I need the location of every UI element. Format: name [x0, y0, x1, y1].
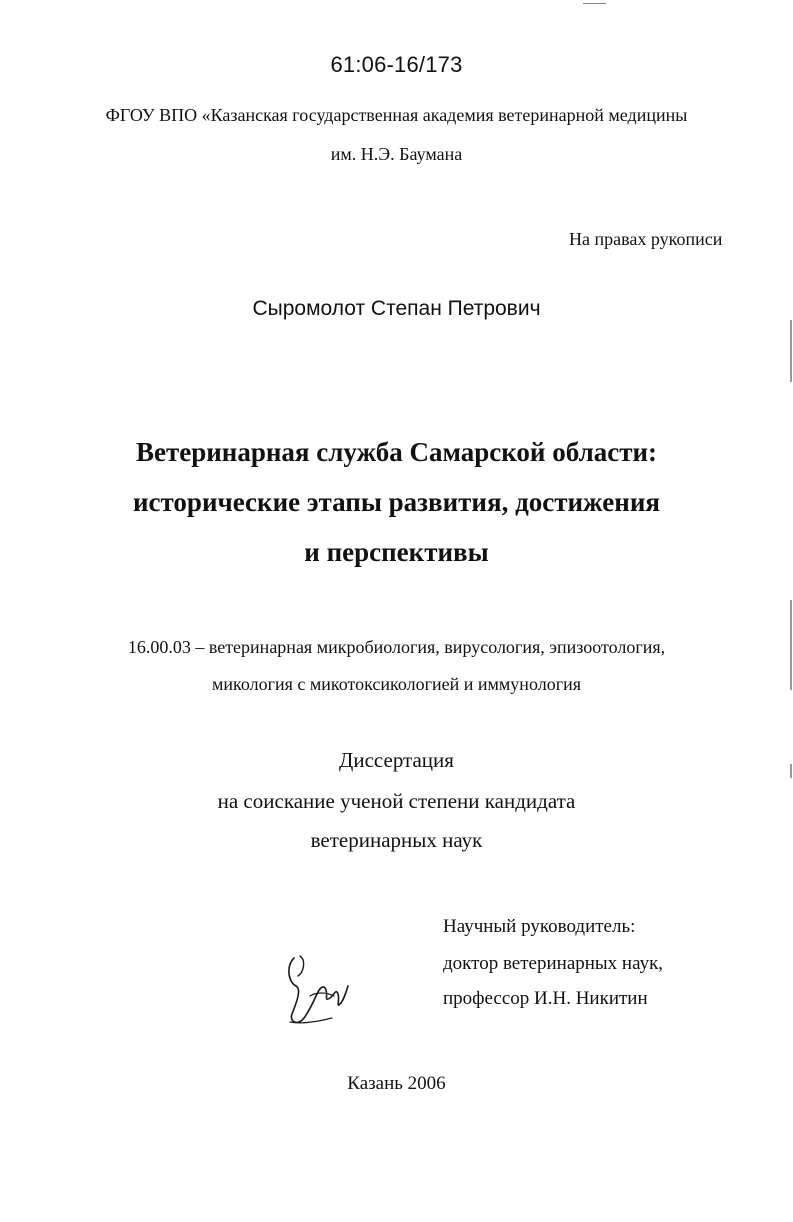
document-type: Диссертация	[339, 748, 454, 772]
handwritten-signature-icon	[280, 952, 350, 1032]
supervisor-label: Научный руководитель:	[443, 916, 636, 937]
right-edge-scan-mark	[790, 320, 792, 382]
institution-name: ФГОУ ВПО «Казанская государственная академия ветеринарной медицины	[105, 105, 688, 125]
degree-purpose: на соискание ученой степени кандидата	[217, 789, 576, 813]
top-scan-mark	[583, 3, 606, 4]
thesis-title-line-2: исторические этапы развития, достижения	[132, 487, 660, 517]
city-year: Казань 2006	[347, 1073, 446, 1094]
supervisor-name: профессор И.Н. Никитин	[443, 988, 648, 1009]
author-name: Сыромолот Степан Петрович	[252, 297, 541, 320]
specialty-code: 16.00.03 – ветеринарная микробиология, вирусология, эпизоотология,	[127, 637, 666, 657]
thesis-title-line-3: и перспективы	[304, 537, 489, 567]
thesis-title-line-1: Ветеринарная служба Самарской области:	[135, 437, 658, 467]
manuscript-rights-note: На правах рукописи	[569, 229, 723, 249]
catalog-number: 61:06-16/173	[330, 52, 463, 77]
supervisor-degree: доктор ветеринарных наук,	[443, 953, 664, 974]
institution-name-continued: им. Н.Э. Баумана	[330, 144, 463, 164]
degree-field: ветеринарных наук	[310, 828, 483, 852]
specialty-description: микология с микотоксикологией и иммунология	[212, 674, 581, 694]
